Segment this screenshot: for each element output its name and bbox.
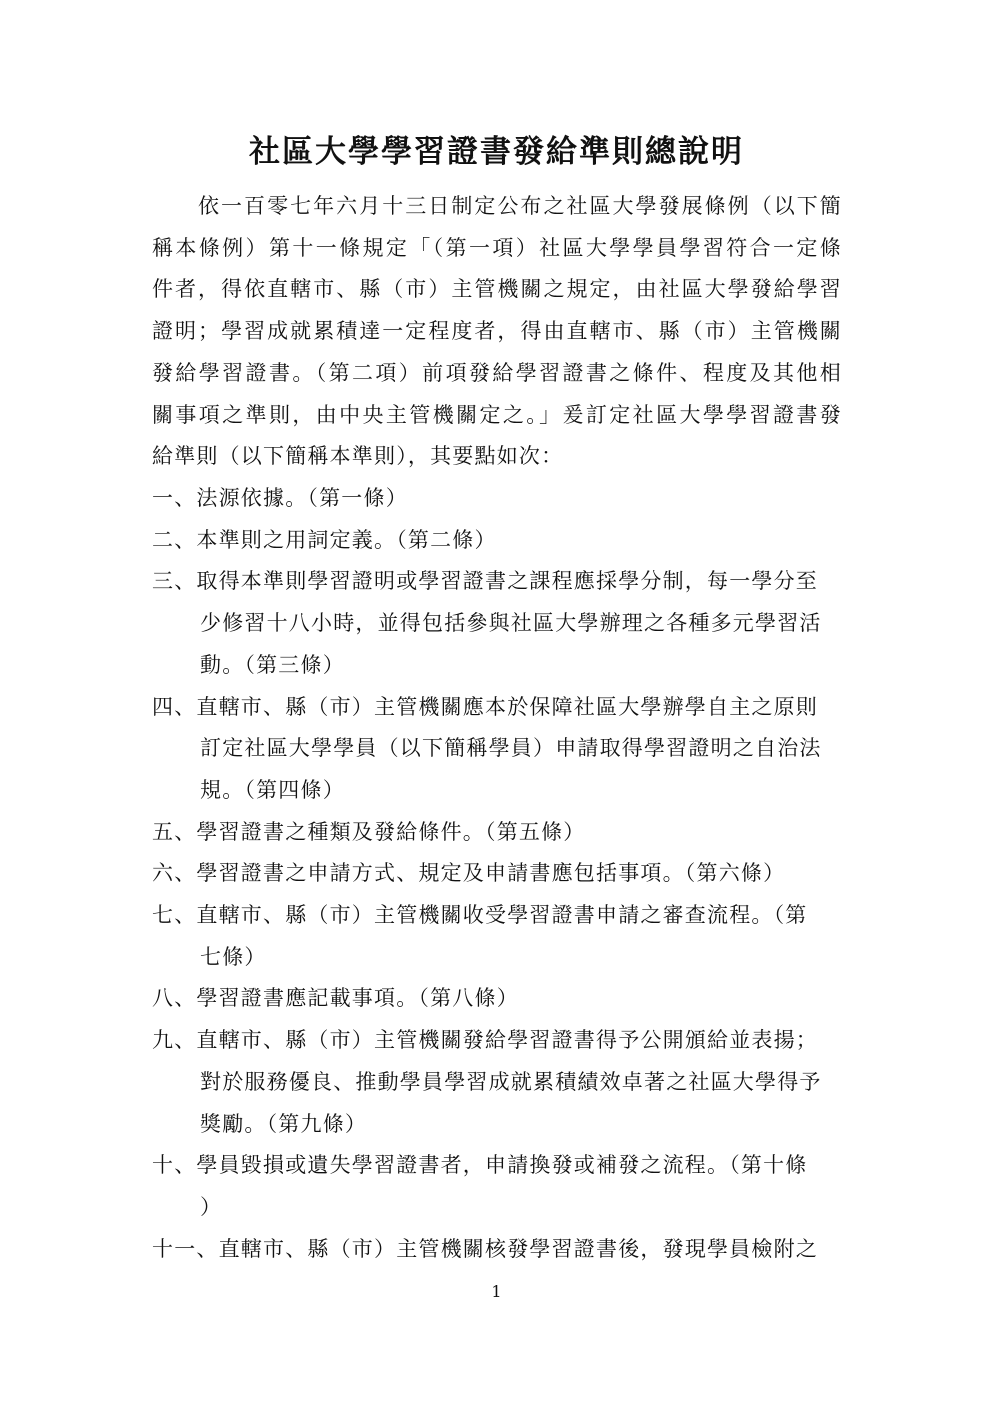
item-line: 十一、直轄市、縣（市）主管機關核發學習證書後，發現學員檢附之 (152, 1236, 818, 1261)
item-line: 九、直轄市、縣（市）主管機關發給學習證書得予公開頒給並表揚； (152, 1028, 818, 1053)
list-item (152, 812, 842, 854)
document-title: 社區大學學習證書發給準則總說明 (249, 134, 744, 170)
item-line: 七、直轄市、縣（市）主管機關收受學習證書申請之審查流程。（第 (152, 903, 808, 928)
list-item (152, 478, 842, 520)
item-line: ） (200, 1194, 223, 1219)
item-line: 五、學習證書之種類及發給條件。（第五條） (152, 819, 586, 844)
list-item (152, 1020, 842, 1145)
item-line: 三、取得本準則學習證明或學習證書之課程應採學分制，每一學分至 (152, 569, 818, 594)
page-number: 1 (491, 1282, 502, 1301)
item-line: 八、學習證書應記載事項。（第八條） (152, 986, 519, 1011)
item-line: 訂定社區大學學員（以下簡稱學員）申請取得學習證明之自治法 (200, 736, 822, 761)
list-item (152, 520, 842, 562)
intro-line: 件者，得依直轄市、縣（市）主管機關之規定，由社區大學發給學習 (152, 277, 842, 302)
intro-line: 證明；學習成就累積達一定程度者，得由直轄市、縣（市）主管機關 (152, 319, 842, 344)
list-item (152, 853, 842, 895)
list-item (152, 895, 842, 978)
list-item (152, 1229, 842, 1271)
item-line: 十、學員毀損或遺失學習證書者，申請換發或補發之流程。（第十條 (152, 1153, 808, 1178)
item-line: 一、法源依據。（第一條） (152, 486, 408, 510)
item-line: 四、直轄市、縣（市）主管機關應本於保障社區大學辦學自主之原則 (152, 694, 818, 719)
item-line: 六、學習證書之申請方式、規定及申請書應包括事項。（第六條） (152, 861, 786, 886)
item-line: 二、本準則之用詞定義。（第二條） (152, 527, 497, 552)
list-item (152, 1145, 842, 1228)
list-item (152, 978, 842, 1020)
intro-line: 依一百零七年六月十三日制定公布之社區大學發展條例（以下簡 (198, 194, 842, 218)
summary-items-list (152, 478, 842, 1270)
item-line: 動。（第三條） (200, 652, 345, 677)
intro-line: 給準則（以下簡稱本準則），其要點如次： (152, 444, 564, 469)
intro-line: 稱本條例）第十一條規定「（第一項）社區大學學員學習符合一定條 (152, 235, 842, 260)
item-line: 少修習十八小時，並得包括參與社區大學辦理之各種多元學習活 (200, 611, 822, 636)
intro-line: 發給學習證書。（第二項）前項發給學習證書之條件、程度及其他相 (152, 360, 842, 385)
intro-line: 關事項之準則，由中央主管機關定之。」爰訂定社區大學學習證書發 (152, 402, 842, 427)
intro-paragraph (152, 186, 842, 478)
list-item (152, 687, 842, 812)
item-line: 對於服務優良、推動學員學習成就累積績效卓著之社區大學得予 (200, 1069, 822, 1094)
item-line: 七條） (200, 944, 267, 969)
item-line: 獎勵。（第九條） (200, 1111, 368, 1136)
item-line: 規。（第四條） (200, 777, 345, 802)
list-item (152, 561, 842, 686)
